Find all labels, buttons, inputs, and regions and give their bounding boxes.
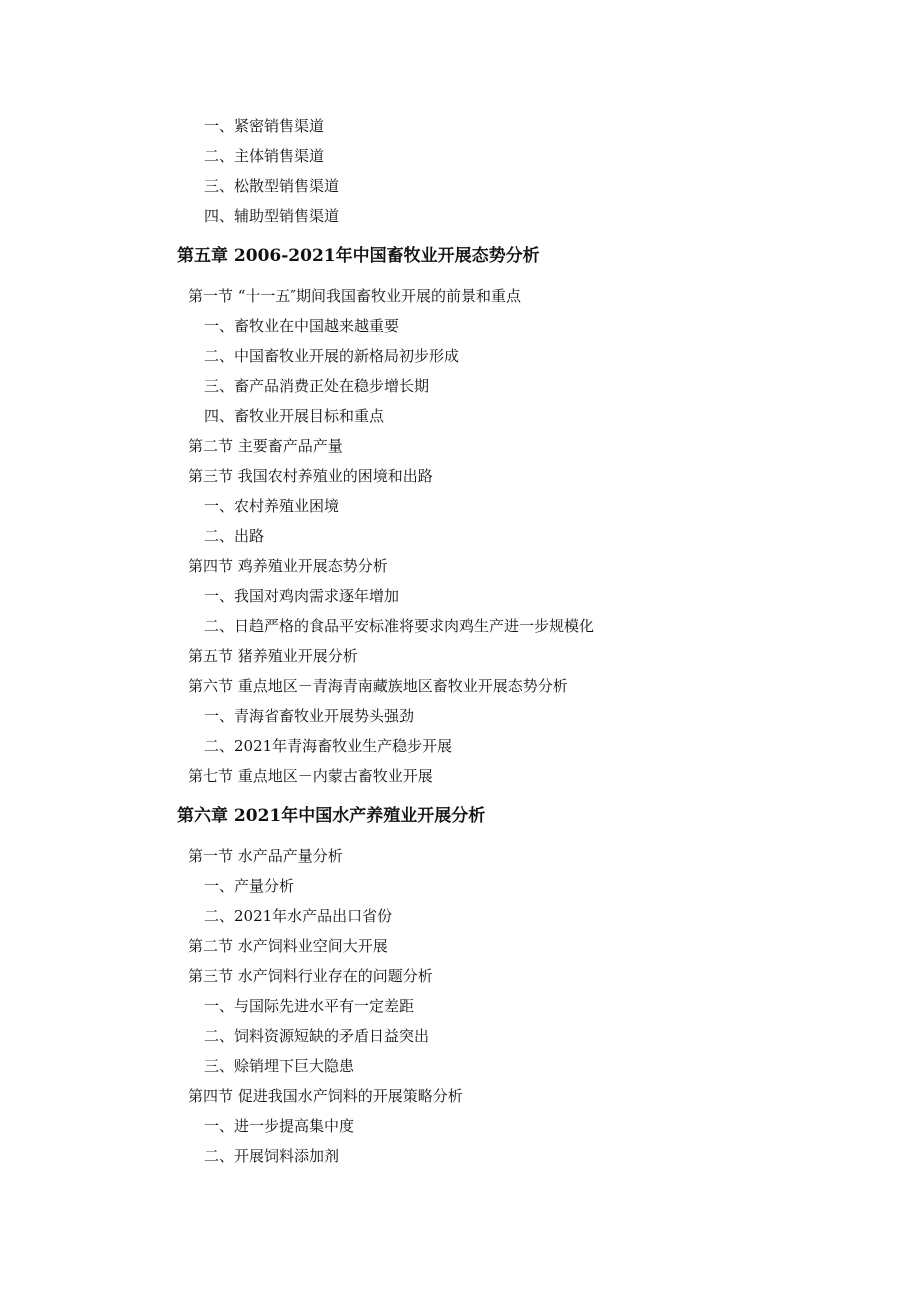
- toc-item: 一、我国对鸡肉需求逐年增加: [204, 587, 400, 605]
- toc-item: 二、饲料资源短缺的矛盾日益突出: [204, 1027, 430, 1045]
- toc-section: 第六节 重点地区－青海青南藏族地区畜牧业开展态势分析: [188, 677, 568, 695]
- toc-item: 一、紧密销售渠道: [204, 117, 325, 135]
- toc-section: 第二节 水产饲料业空间大开展: [188, 937, 388, 955]
- toc-section: 第三节 我国农村养殖业的困境和出路: [188, 467, 433, 485]
- chapter-heading: 第六章 2021年中国水产养殖业开展分析: [177, 806, 486, 826]
- toc-section: 第七节 重点地区－内蒙古畜牧业开展: [188, 767, 433, 785]
- toc-item: 四、辅助型销售渠道: [204, 207, 340, 225]
- toc-item: 三、赊销埋下巨大隐患: [204, 1057, 355, 1075]
- toc-item: 二、日趋严格的食品平安标准将要求肉鸡生产进一步规模化: [204, 617, 595, 635]
- toc-section: 第三节 水产饲料行业存在的问题分析: [188, 967, 433, 985]
- toc-section: 第二节 主要畜产品产量: [188, 437, 343, 455]
- toc-item: 四、畜牧业开展目标和重点: [204, 407, 385, 425]
- toc-item: 二、出路: [204, 527, 265, 545]
- chapter-heading: 第五章 2006-2021年中国畜牧业开展态势分析: [177, 246, 540, 266]
- toc-section: 第四节 促进我国水产饲料的开展策略分析: [188, 1087, 463, 1105]
- toc-item: 二、2021年青海畜牧业生产稳步开展: [204, 737, 453, 755]
- toc-section: 第五节 猪养殖业开展分析: [188, 647, 358, 665]
- toc-item: 三、畜产品消费正处在稳步增长期: [204, 377, 430, 395]
- toc-item: 三、松散型销售渠道: [204, 177, 340, 195]
- toc-section: 第一节 “十一五″期间我国畜牧业开展的前景和重点: [188, 287, 522, 305]
- toc-item: 二、开展饲料添加剂: [204, 1147, 340, 1165]
- toc-item: 二、2021年水产品出口省份: [204, 907, 393, 925]
- toc-item: 一、畜牧业在中国越来越重要: [204, 317, 400, 335]
- toc-section: 第四节 鸡养殖业开展态势分析: [188, 557, 388, 575]
- toc-section: 第一节 水产品产量分析: [188, 847, 343, 865]
- toc-item: 一、产量分析: [204, 877, 295, 895]
- toc-item: 一、农村养殖业困境: [204, 497, 340, 515]
- toc-item: 一、进一步提高集中度: [204, 1117, 355, 1135]
- toc-item: 二、中国畜牧业开展的新格局初步形成: [204, 347, 460, 365]
- toc-item: 一、与国际先进水平有一定差距: [204, 997, 415, 1015]
- toc-item: 二、主体销售渠道: [204, 147, 325, 165]
- toc-item: 一、青海省畜牧业开展势头强劲: [204, 707, 415, 725]
